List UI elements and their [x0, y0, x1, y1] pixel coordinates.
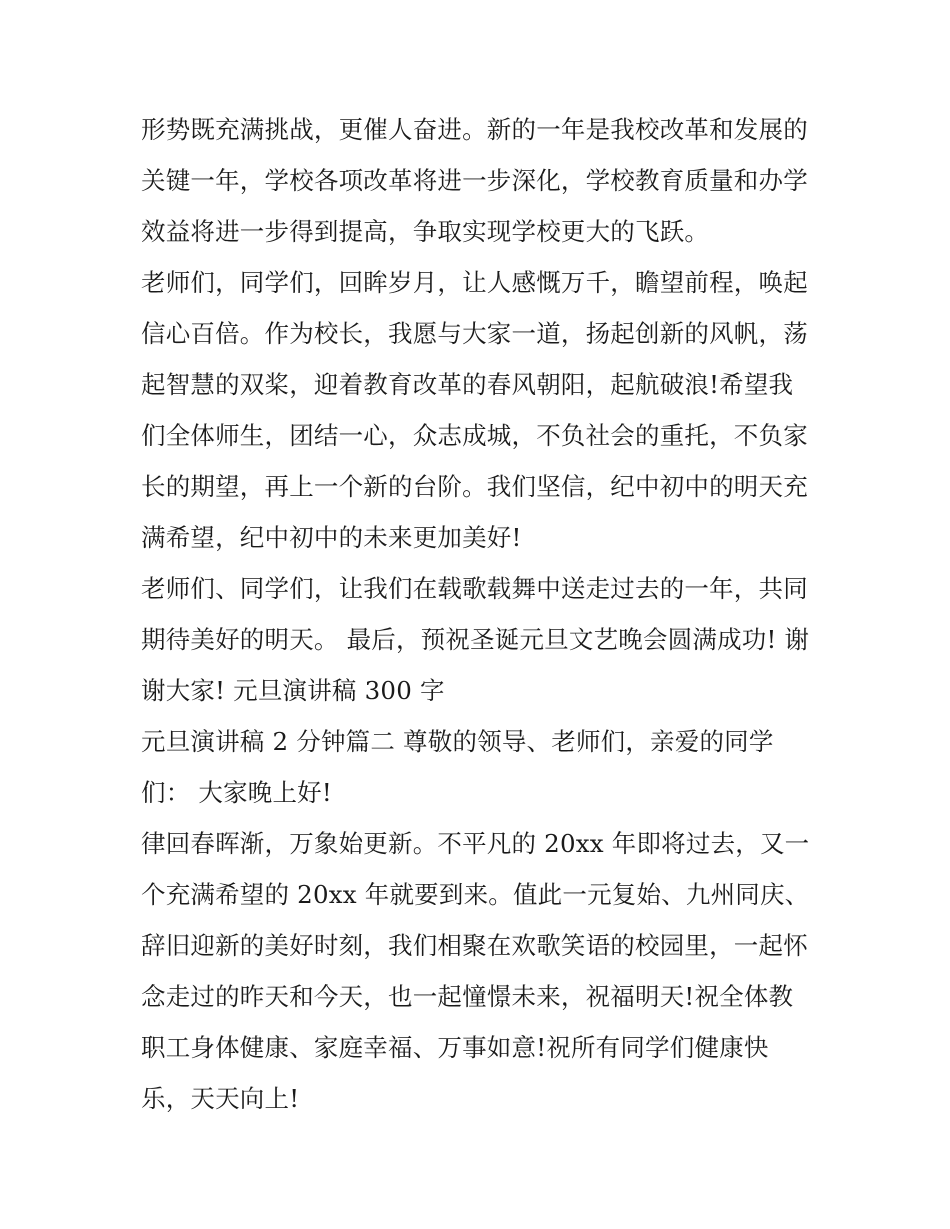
- text-line: 满希望，纪中初中的未来更加美好!: [141, 523, 522, 552]
- text-line: 形势既充满挑战，更催人奋进。新的一年是我校改革和发展的: [141, 115, 808, 144]
- text-line: 念走过的昨天和今天，也一起憧憬未来，祝福明天!祝全体教: [141, 982, 794, 1011]
- text-line: 们全体师生，团结一心，众志成城，不负社会的重托，不负家: [141, 421, 808, 450]
- text-line: 乐，天天向上!: [141, 1084, 300, 1113]
- text-line: 期待美好的明天。 最后，预祝圣诞元旦文艺晚会圆满成功! 谢: [141, 625, 810, 654]
- text-line: 职工身体健康、家庭幸福、万事如意!祝所有同学们健康快: [141, 1033, 769, 1062]
- text-line: 效益将进一步得到提高，争取实现学校更大的飞跃。: [141, 217, 710, 246]
- text-line: 谢大家! 元旦演讲稿 300 字: [141, 676, 445, 705]
- text-line: 们： 大家晚上好!: [141, 778, 332, 807]
- text-line: 老师们，同学们，回眸岁月，让人感慨万千，瞻望前程，唤起: [141, 268, 808, 297]
- document-body: [141, 108, 831, 1128]
- text-line: 辞旧迎新的美好时刻，我们相聚在欢歌笑语的校园里，一起怀: [141, 931, 808, 960]
- text-line: 长的期望，再上一个新的台阶。我们坚信，纪中初中的明天充: [141, 472, 808, 501]
- text-line: 关键一年，学校各项改革将进一步深化，学校教育质量和办学: [141, 166, 808, 195]
- text-line: 律回春晖渐，万象始更新。不平凡的 20xx 年即将过去，又一: [141, 829, 810, 858]
- text-line: 老师们、同学们，让我们在载歌载舞中送走过去的一年，共同: [141, 574, 808, 603]
- text-line: 信心百倍。作为校长，我愿与大家一道，扬起创新的风帆，荡: [141, 319, 808, 348]
- text-line: 元旦演讲稿 2 分钟篇二 尊敬的领导、老师们，亲爱的同学: [141, 727, 774, 756]
- text-line: 个充满希望的 20xx 年就要到来。值此一元复始、九州同庆、: [141, 880, 810, 909]
- text-line: 起智慧的双桨，迎着教育改革的春风朝阳，起航破浪!希望我: [141, 370, 794, 399]
